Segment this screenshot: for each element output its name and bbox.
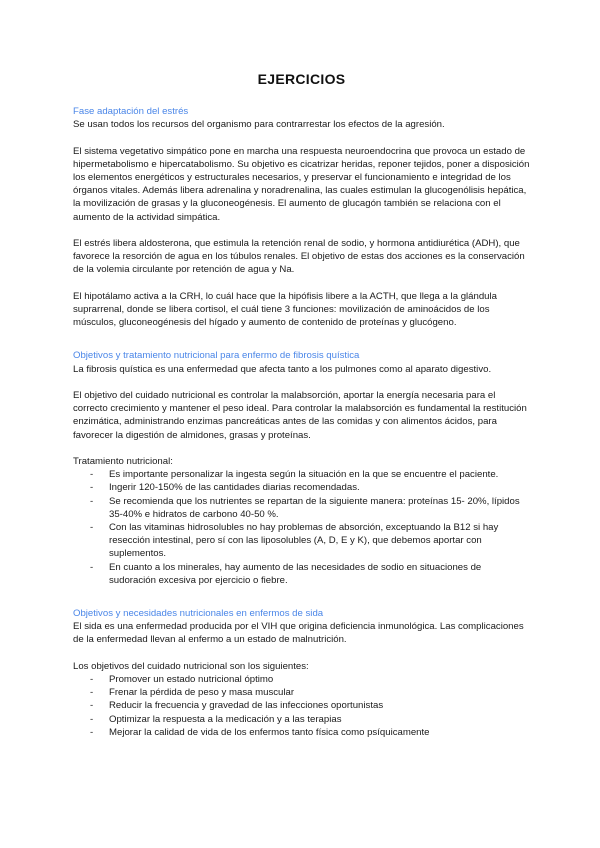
list-item: - Mejorar la calidad de vida de los enfermos tanto física como psíquicamente [73,726,530,739]
list-item: - Promover un estado nutricional óptimo [73,673,530,686]
list-item: - Con las vitaminas hidrosolubles no hay problemas de absorción, exceptuando la B12 si hay resección intestinal, pero sí con las liposolubles (A, D, E y K), que debemos aportar con suplementos. [73,521,530,561]
list-item: - Se recomienda que los nutrientes se repartan de la siguiente manera: proteínas 15- 20%, lípidos 35-40% e hidratos de carbono 40-50 %. [73,495,530,521]
list-item: - Ingerir 120-150% de las cantidades diarias recomendadas. [73,481,530,494]
section-stress-adaptation [73,105,530,329]
list-item: - Optimizar la respuesta a la medicación y a las terapias [73,713,530,726]
section-aids [73,607,530,739]
paragraph: Se usan todos los recursos del organismo para contrarrestar los efectos de la agresión. [73,119,445,131]
paragraph: El sida es una enfermedad producida por el VIH que origina deficiencia inmunológica. Las complicaciones de la enfermedad llevan al enfermo a un estado de malnutrición. [73,621,524,646]
list-intro: Los objetivos del cuidado nutricional son los siguientes: [73,660,309,672]
section-heading: Fase adaptación del estrés [73,106,189,117]
list-intro: Tratamiento nutricional: [73,456,173,467]
objectives-list [73,673,530,739]
page-title: EJERCICIOS [257,71,346,87]
paragraph: El estrés libera aldosterona, que estimula la retención renal de sodio, y hormona antidiurética (ADH), que favorece la resorción de agua en los túbulos renales. El objetivo de estas dos acciones es la conservación de la volemia circulante por retención de agua y Na. [73,238,525,276]
section-heading: Objetivos y necesidades nutricionales en enfermos de sida [73,608,324,620]
list-item: - Reducir la frecuencia y gravedad de las infecciones oportunistas [73,699,530,712]
list-item: - Es importante personalizar la ingesta según la situación en la que se encuentre el paciente. [73,468,530,481]
paragraph: El objetivo del cuidado nutricional es controlar la malabsorción, aportar la energía necesaria para el correcto crecimiento y mantener el peso ideal. Para controlar la malabsorción es fundamental la restitución enzimática, administrando enzimas pancreáticas antes de las comidas y con alimentos ácidos, para favorecer la digestión de almidones, grasas y proteínas. [73,390,527,441]
treatment-list [73,468,530,587]
list-item: - Frenar la pérdida de peso y masa muscular [73,686,530,699]
section-heading: Objetivos y tratamiento nutricional para enfermo de fibrosis quística [73,350,360,362]
list-item: - En cuanto a los minerales, hay aumento de las necesidades de sodio en situaciones de sudoración excesiva por ejercicio o fiebre. [73,561,530,587]
paragraph: La fibrosis quística es una enfermedad que afecta tanto a los pulmones como al aparato digestivo. [73,363,492,375]
section-cystic-fibrosis [73,349,530,587]
paragraph: El sistema vegetativo simpático pone en marcha una respuesta neuroendocrina que provoca un estado de hipermetabolismo e hipercatabolismo. Su objetivo es cicatrizar heridas, reponer tejidos, poner a disposición los elementos energéticos y estructurales necesarios, y preservar el funcionamiento e integridad de los órganos vitales. Además libera adrenalina y noradrenalina, las cuales estimulan la glucogenólisis hepática, la movilización de grasas y la gluconeogénesis. El aumento de glucagón también se relaciona con el aumento de la actividad simpática. [73,145,530,223]
paragraph: El hipotálamo activa a la CRH, lo cuál hace que la hipófisis libere a la ACTH, que llega a la glándula suprarrenal, donde se libera cortisol, el cuál tiene 3 funciones: movilización de aminoácidos de los músculos, gluconeogénesis del hígado y aumento de contenido de proteínas y glucógeno. [73,290,497,329]
